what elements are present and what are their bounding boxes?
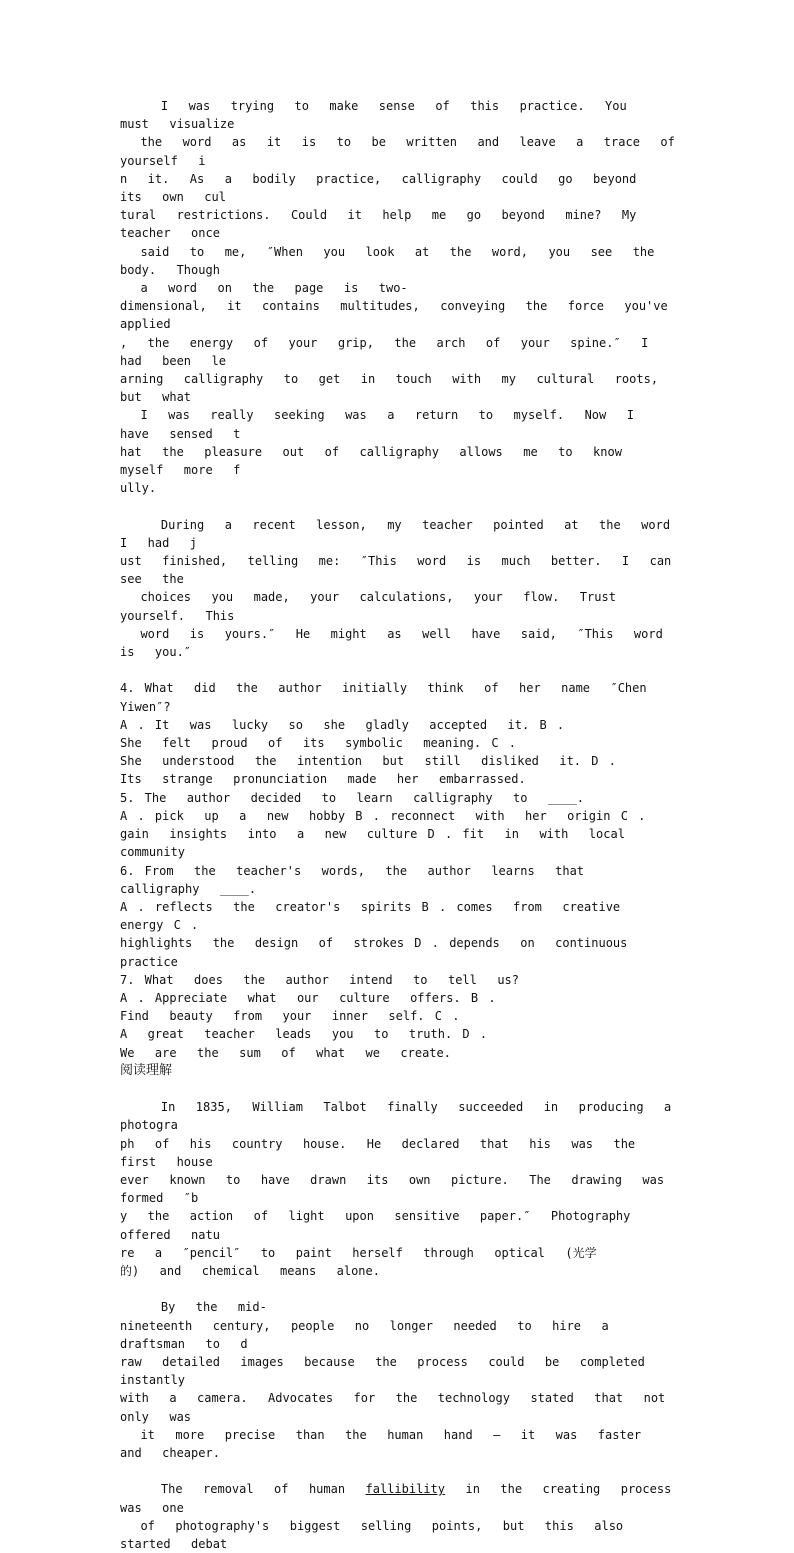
question-line: 7. What does the author intend to tell us? bbox=[120, 972, 520, 987]
question-line: 6. From the teacher's words, the author learns that calligraphy ____. bbox=[120, 863, 605, 896]
text-line: raw detailed images because the process could be completed instantly bbox=[120, 1354, 666, 1388]
text-line: By the mid- bbox=[120, 1300, 267, 1315]
text-line: arning calligraphy to get in touch with my cultural roots, but what bbox=[120, 372, 679, 405]
text-line: 的) and chemical means alone. bbox=[120, 1263, 380, 1278]
text-line: dimensional, it contains multitudes, conveying the force you've applied bbox=[120, 299, 689, 332]
question-line: 4. What did the author initially think of her name ″Chen Yiwen″? bbox=[120, 681, 668, 714]
section-heading: 阅读理解 bbox=[120, 1062, 173, 1078]
text-line: word is yours.″ He might as well have said, ″This word is you.″ bbox=[120, 626, 684, 660]
text-line: ust finished, telling me: ″This word is much better. I can see the bbox=[120, 554, 692, 587]
text-line: ully. bbox=[120, 481, 157, 496]
text-line: During a recent lesson, my teacher pointed at the word I had j bbox=[120, 517, 691, 550]
paragraph-gap bbox=[120, 1462, 676, 1480]
question-line: A . pick up a new hobby B . reconnect with her origin C . bbox=[120, 808, 646, 823]
text-line: hat the pleasure out of calligraphy allows me to know myself more f bbox=[120, 444, 643, 478]
text-line: I was really seeking was a return to myself. Now I have sensed t bbox=[120, 408, 655, 441]
text-segment: in the creating process was one bbox=[120, 1482, 692, 1515]
underlined-word: fallibility bbox=[365, 1482, 446, 1497]
text-line: said to me, ″When you look at the word, you see the body. Though bbox=[120, 244, 675, 277]
text-line: In 1835, William Talbot finally succeeded in producing a photogra bbox=[120, 1100, 692, 1133]
text-line: ph of his country house. He declared that his was the first house bbox=[120, 1136, 656, 1169]
text-line: y the action of light upon sensitive paper.″ Photography offered natu bbox=[120, 1209, 651, 1242]
text-line: re a ″pencil″ to paint herself through optical (光学 bbox=[120, 1245, 597, 1260]
text-line: , the energy of your grip, the arch of your spine.″ I had been le bbox=[120, 335, 669, 368]
question-line: She felt proud of its symbolic meaning. C . bbox=[120, 736, 517, 751]
question-line: A . It was lucky so she gladly accepted it. B . bbox=[120, 717, 565, 732]
text-line: with a camera. Advocates for the technology stated that not only was bbox=[120, 1391, 686, 1424]
text-line: tural restrictions. Could it help me go beyond mine? My teacher once bbox=[120, 208, 657, 241]
text-line: n it. As a bodily practice, calligraphy could go beyond its own cul bbox=[120, 171, 657, 205]
paragraph-gap bbox=[120, 497, 676, 515]
paragraph-gap bbox=[120, 1080, 676, 1098]
paragraph-gap bbox=[120, 661, 676, 679]
question-line: gain insights into a new culture D . fit in with local community bbox=[120, 827, 646, 860]
question-line: She understood the intention but still disliked it. D . bbox=[120, 754, 616, 769]
text-line bbox=[120, 1480, 692, 1516]
question-line: A . reflects the creator's spirits B . comes from creative energy C . bbox=[120, 899, 641, 933]
document-page bbox=[120, 97, 696, 1553]
question-line: 5. The author decided to learn calligraphy to ____. bbox=[120, 790, 585, 805]
text-line: ever known to have drawn its own picture. The drawing was formed ″b bbox=[120, 1172, 685, 1206]
question-line: A great teacher leads you to truth. D . bbox=[120, 1027, 488, 1042]
paragraph-gap bbox=[120, 1280, 676, 1298]
question-line: highlights the design of strokes D . depends on continuous practice bbox=[120, 936, 648, 969]
text-line: it more precise than the human hand — it was faster and cheaper. bbox=[120, 1427, 662, 1460]
text-line: of photography's biggest selling points, but this also started debat bbox=[120, 1518, 644, 1551]
text-line: the word as it is to be written and leave a trace of yourself i bbox=[120, 135, 696, 168]
text-line: a word on the page is two- bbox=[120, 281, 408, 296]
text-segment: The removal of human bbox=[120, 1482, 366, 1497]
question-line: A . Appreciate what our culture offers. B . bbox=[120, 990, 496, 1005]
text-line: I was trying to make sense of this practice. You must visualize bbox=[120, 99, 648, 132]
question-line: Its strange pronunciation made her embarrassed. bbox=[120, 772, 526, 787]
question-line: We are the sum of what we create. bbox=[120, 1045, 451, 1060]
question-line: Find beauty from your inner self. C . bbox=[120, 1009, 460, 1024]
text-line: choices you made, your calculations, your flow. Trust yourself. This bbox=[120, 590, 637, 623]
text-line: nineteenth century, people no longer needed to hire a draftsman to d bbox=[120, 1318, 630, 1351]
